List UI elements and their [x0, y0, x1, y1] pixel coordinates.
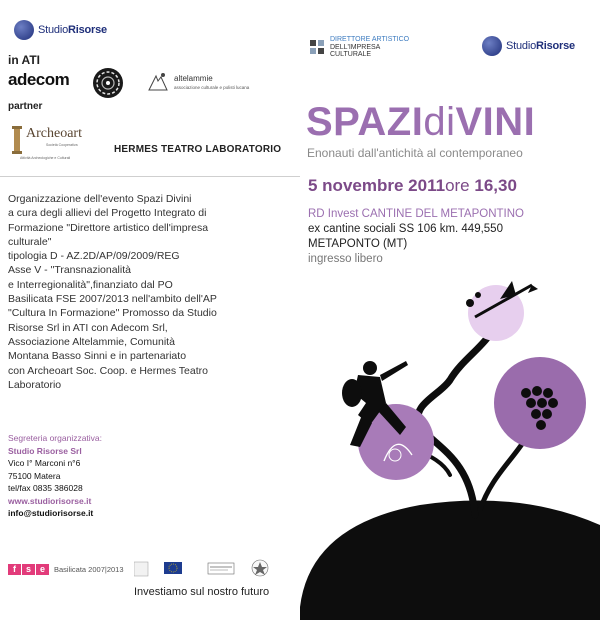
- eu-flag-icon: [164, 562, 182, 574]
- hill-shape: [300, 501, 600, 620]
- contact-city: 75100 Matera: [8, 470, 61, 481]
- italian-emblem-icon: [252, 560, 268, 576]
- altelammie-logo: altelammie associazione culturale e polisti lucana: [146, 70, 256, 96]
- event-venue: [308, 207, 524, 267]
- contact-email-link[interactable]: info@studiorisorse.it: [8, 508, 94, 518]
- altelammie-icon: [146, 70, 170, 94]
- adecom-logo: adecom: [8, 70, 70, 89]
- contact-block: [8, 432, 208, 520]
- direttore-artistico-logo: DIRETTORE ARTISTICO DELL'IMPRESA CULTURALE: [310, 36, 409, 59]
- venue-entry: ingresso libero: [308, 253, 383, 265]
- funding-logos-strip: [134, 558, 274, 580]
- studio-risorse-icon: [14, 20, 34, 40]
- venue-city: METAPONTO (MT): [308, 238, 408, 250]
- contact-tel: tel/fax 0835 386028: [8, 483, 83, 493]
- studio-risorse-logo-left: StudioRisorse: [14, 20, 107, 40]
- comunita-montana-logo: [92, 67, 124, 99]
- archeoart-column-icon: [10, 124, 24, 156]
- divider: [0, 176, 300, 177]
- slogan-text: Investiamo sul nostro futuro: [134, 586, 270, 598]
- event-title: SPAZIdiVINI: [306, 100, 536, 144]
- studio-risorse-logo-right: StudioRisorse: [482, 36, 575, 56]
- regione-icon: [134, 562, 148, 576]
- venue-address: ex cantine sociali SS 106 km. 449,550: [308, 223, 503, 235]
- partner-label: partner: [8, 101, 43, 112]
- event-description: Organizzazione dell'evento Spazi Divini a cura degli allievi del Progetto Integrato di Formazione "Direttore artistico dell'impresa culturale" tipologia D - AZ.2D/AP/09/2009/REG Asse V - "Transnazionalità e Interregionalità",finanziato dal PO Basilicata FSE 2007/2013 nell'ambito dell'AP "Cultura In Formazione" Promosso da Studio Risorse Srl in ATI con Adecom Srl, Associazione Altelammie, Comunità Montana Basso Sinni e in partenariato con Archeoart Soc. Coop. e Hermes Teatro Laboratorio: [8, 193, 217, 391]
- contact-org: Studio Risorse Srl: [8, 445, 82, 456]
- studio-risorse-icon: [482, 36, 502, 56]
- contact-website-link[interactable]: www.studiorisorse.it: [8, 495, 92, 506]
- vine-illustration: [300, 275, 600, 620]
- hermes-teatro-label: HERMES TEATRO LABORATORIO: [114, 144, 282, 155]
- event-date: 5 novembre 2011ore 16,30: [308, 176, 517, 195]
- venue-name: RD Invest CANTINE DEL METAPONTINO: [308, 208, 524, 220]
- contact-title: Segreteria organizzativa:: [8, 433, 103, 443]
- ministero-icon: [208, 563, 234, 574]
- event-subtitle: Enonauti dall'antichità al contemporaneo: [307, 146, 523, 160]
- right-panel: [300, 0, 600, 620]
- vine-main-stem: [418, 315, 500, 515]
- archeoart-logo: Archeoart Società Cooperativa Attività Archeologiche e Culturali: [10, 124, 88, 168]
- grid-mark-icon: [310, 40, 324, 54]
- in-ati-label: in ATI: [8, 53, 40, 67]
- contact-address: Vico I° Marconi n°6: [8, 458, 81, 468]
- fse-logo: f s e Basilicata 2007|2013: [8, 562, 124, 576]
